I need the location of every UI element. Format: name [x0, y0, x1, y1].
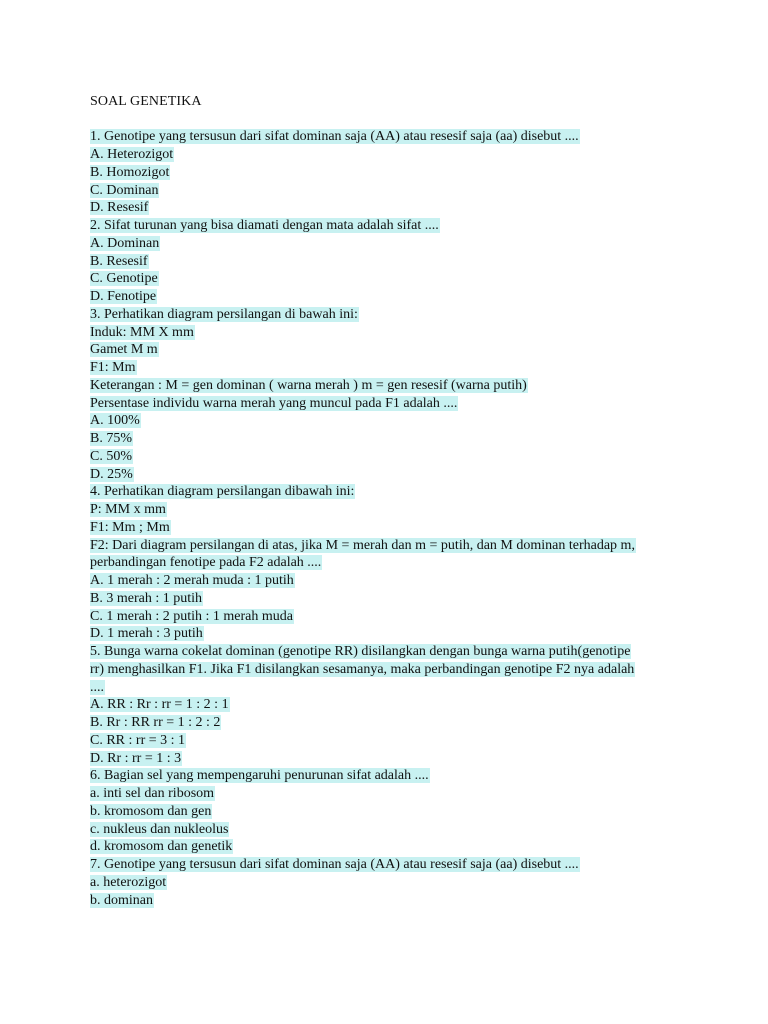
document-line [90, 679, 690, 697]
highlighted-text: 2. Sifat turunan yang bisa diamati dengan mata adalah sifat .... [90, 218, 439, 234]
document-line [90, 874, 690, 892]
document-line [90, 643, 690, 661]
document-line [90, 377, 690, 395]
highlighted-text: B. 75% [90, 431, 132, 447]
document-line [90, 608, 690, 626]
document-line [90, 341, 690, 359]
highlighted-text: C. 50% [90, 448, 132, 464]
document-line [90, 696, 690, 714]
document-line [90, 466, 690, 484]
document-line [90, 288, 690, 306]
document-line [90, 661, 690, 679]
document-line [90, 359, 690, 377]
highlighted-text: A. 1 merah : 2 merah muda : 1 putih [90, 573, 294, 589]
highlighted-text: D. 1 merah : 3 putih [90, 626, 203, 642]
document-line [90, 590, 690, 608]
document-line [90, 324, 690, 342]
highlighted-text: Induk: MM X mm [90, 324, 194, 340]
document-line [90, 217, 690, 235]
question-list [90, 128, 690, 909]
highlighted-text: rr) menghasilkan F1. Jika F1 disilangkan sesamanya, maka perbandingan genotipe F2 nya adalah [90, 661, 635, 677]
document-line [90, 856, 690, 874]
document-line [90, 821, 690, 839]
document-line [90, 519, 690, 537]
highlighted-text: D. Resesif [90, 200, 149, 216]
document-line [90, 483, 690, 501]
highlighted-text: 7. Genotipe yang tersusun dari sifat dominan saja (AA) atau resesif saja (aa) disebut .... [90, 857, 579, 873]
highlighted-text: F2: Dari diagram persilangan di atas, jika M = merah dan m = putih, dan M dominan terhadap m, [90, 537, 635, 553]
highlighted-text: D. 25% [90, 466, 133, 482]
document-line [90, 501, 690, 519]
document-line [90, 625, 690, 643]
document-line [90, 270, 690, 288]
highlighted-text: A. Heterozigot [90, 147, 174, 163]
highlighted-text: D. Fenotipe [90, 289, 157, 305]
document-line [90, 750, 690, 768]
highlighted-text: C. Genotipe [90, 271, 158, 287]
document-line [90, 182, 690, 200]
document-line [90, 395, 690, 413]
highlighted-text: 4. Perhatikan diagram persilangan dibawah ini: [90, 484, 355, 500]
document-line [90, 732, 690, 750]
highlighted-text: B. Homozigot [90, 164, 170, 180]
highlighted-text: B. Resesif [90, 253, 148, 269]
document-line [90, 199, 690, 217]
document-line [90, 537, 690, 555]
title-spacer [90, 111, 690, 129]
document-line [90, 164, 690, 182]
highlighted-text: Persentase individu warna merah yang muncul pada F1 adalah .... [90, 395, 458, 411]
document-line [90, 146, 690, 164]
highlighted-text: Keterangan : M = gen dominan ( warna merah ) m = gen resesif (warna putih) [90, 377, 527, 393]
highlighted-text: C. Dominan [90, 182, 159, 198]
highlighted-text: C. 1 merah : 2 putih : 1 merah muda [90, 608, 293, 624]
highlighted-text: .... [90, 679, 104, 695]
document-line [90, 554, 690, 572]
highlighted-text: b. kromosom dan gen [90, 803, 212, 819]
highlighted-text: F1: Mm ; Mm [90, 519, 170, 535]
document-line [90, 785, 690, 803]
highlighted-text: P: MM x mm [90, 502, 166, 518]
document-line [90, 572, 690, 590]
document-line [90, 448, 690, 466]
highlighted-text: 3. Perhatikan diagram persilangan di bawah ini: [90, 306, 358, 322]
document-line [90, 235, 690, 253]
highlighted-text: Gamet M m [90, 342, 158, 358]
highlighted-text: C. RR : rr = 3 : 1 [90, 732, 186, 748]
document-title: SOAL GENETIKA [90, 94, 202, 109]
highlighted-text: F1: Mm [90, 360, 136, 376]
highlighted-text: B. 3 merah : 1 putih [90, 590, 202, 606]
highlighted-text: d. kromosom dan genetik [90, 839, 233, 855]
highlighted-text: a. heterozigot [90, 874, 167, 890]
document-line [90, 430, 690, 448]
highlighted-text: A. Dominan [90, 235, 160, 251]
document-line [90, 803, 690, 821]
document-line [90, 253, 690, 271]
highlighted-text: c. nukleus dan nukleolus [90, 821, 229, 837]
document-line [90, 767, 690, 785]
document-line [90, 838, 690, 856]
document-line [90, 128, 690, 146]
highlighted-text: perbandingan fenotipe pada F2 adalah .... [90, 555, 322, 571]
document-line [90, 306, 690, 324]
highlighted-text: A. 100% [90, 413, 140, 429]
document-line [90, 714, 690, 732]
highlighted-text: 5. Bunga warna cokelat dominan (genotipe RR) disilangkan dengan bunga warna putih(genotipe [90, 644, 631, 660]
highlighted-text: D. Rr : rr = 1 : 3 [90, 750, 182, 766]
highlighted-text: A. RR : Rr : rr = 1 : 2 : 1 [90, 697, 229, 713]
highlighted-text: a. inti sel dan ribosom [90, 786, 215, 802]
highlighted-text: 6. Bagian sel yang mempengaruhi penurunan sifat adalah .... [90, 768, 429, 784]
document-line [90, 892, 690, 910]
highlighted-text: B. Rr : RR rr = 1 : 2 : 2 [90, 715, 221, 731]
highlighted-text: b. dominan [90, 892, 153, 908]
highlighted-text: 1. Genotipe yang tersusun dari sifat dominan saja (AA) atau resesif saja (aa) disebut .... [90, 129, 579, 145]
document-line [90, 412, 690, 430]
document-page [90, 93, 690, 909]
